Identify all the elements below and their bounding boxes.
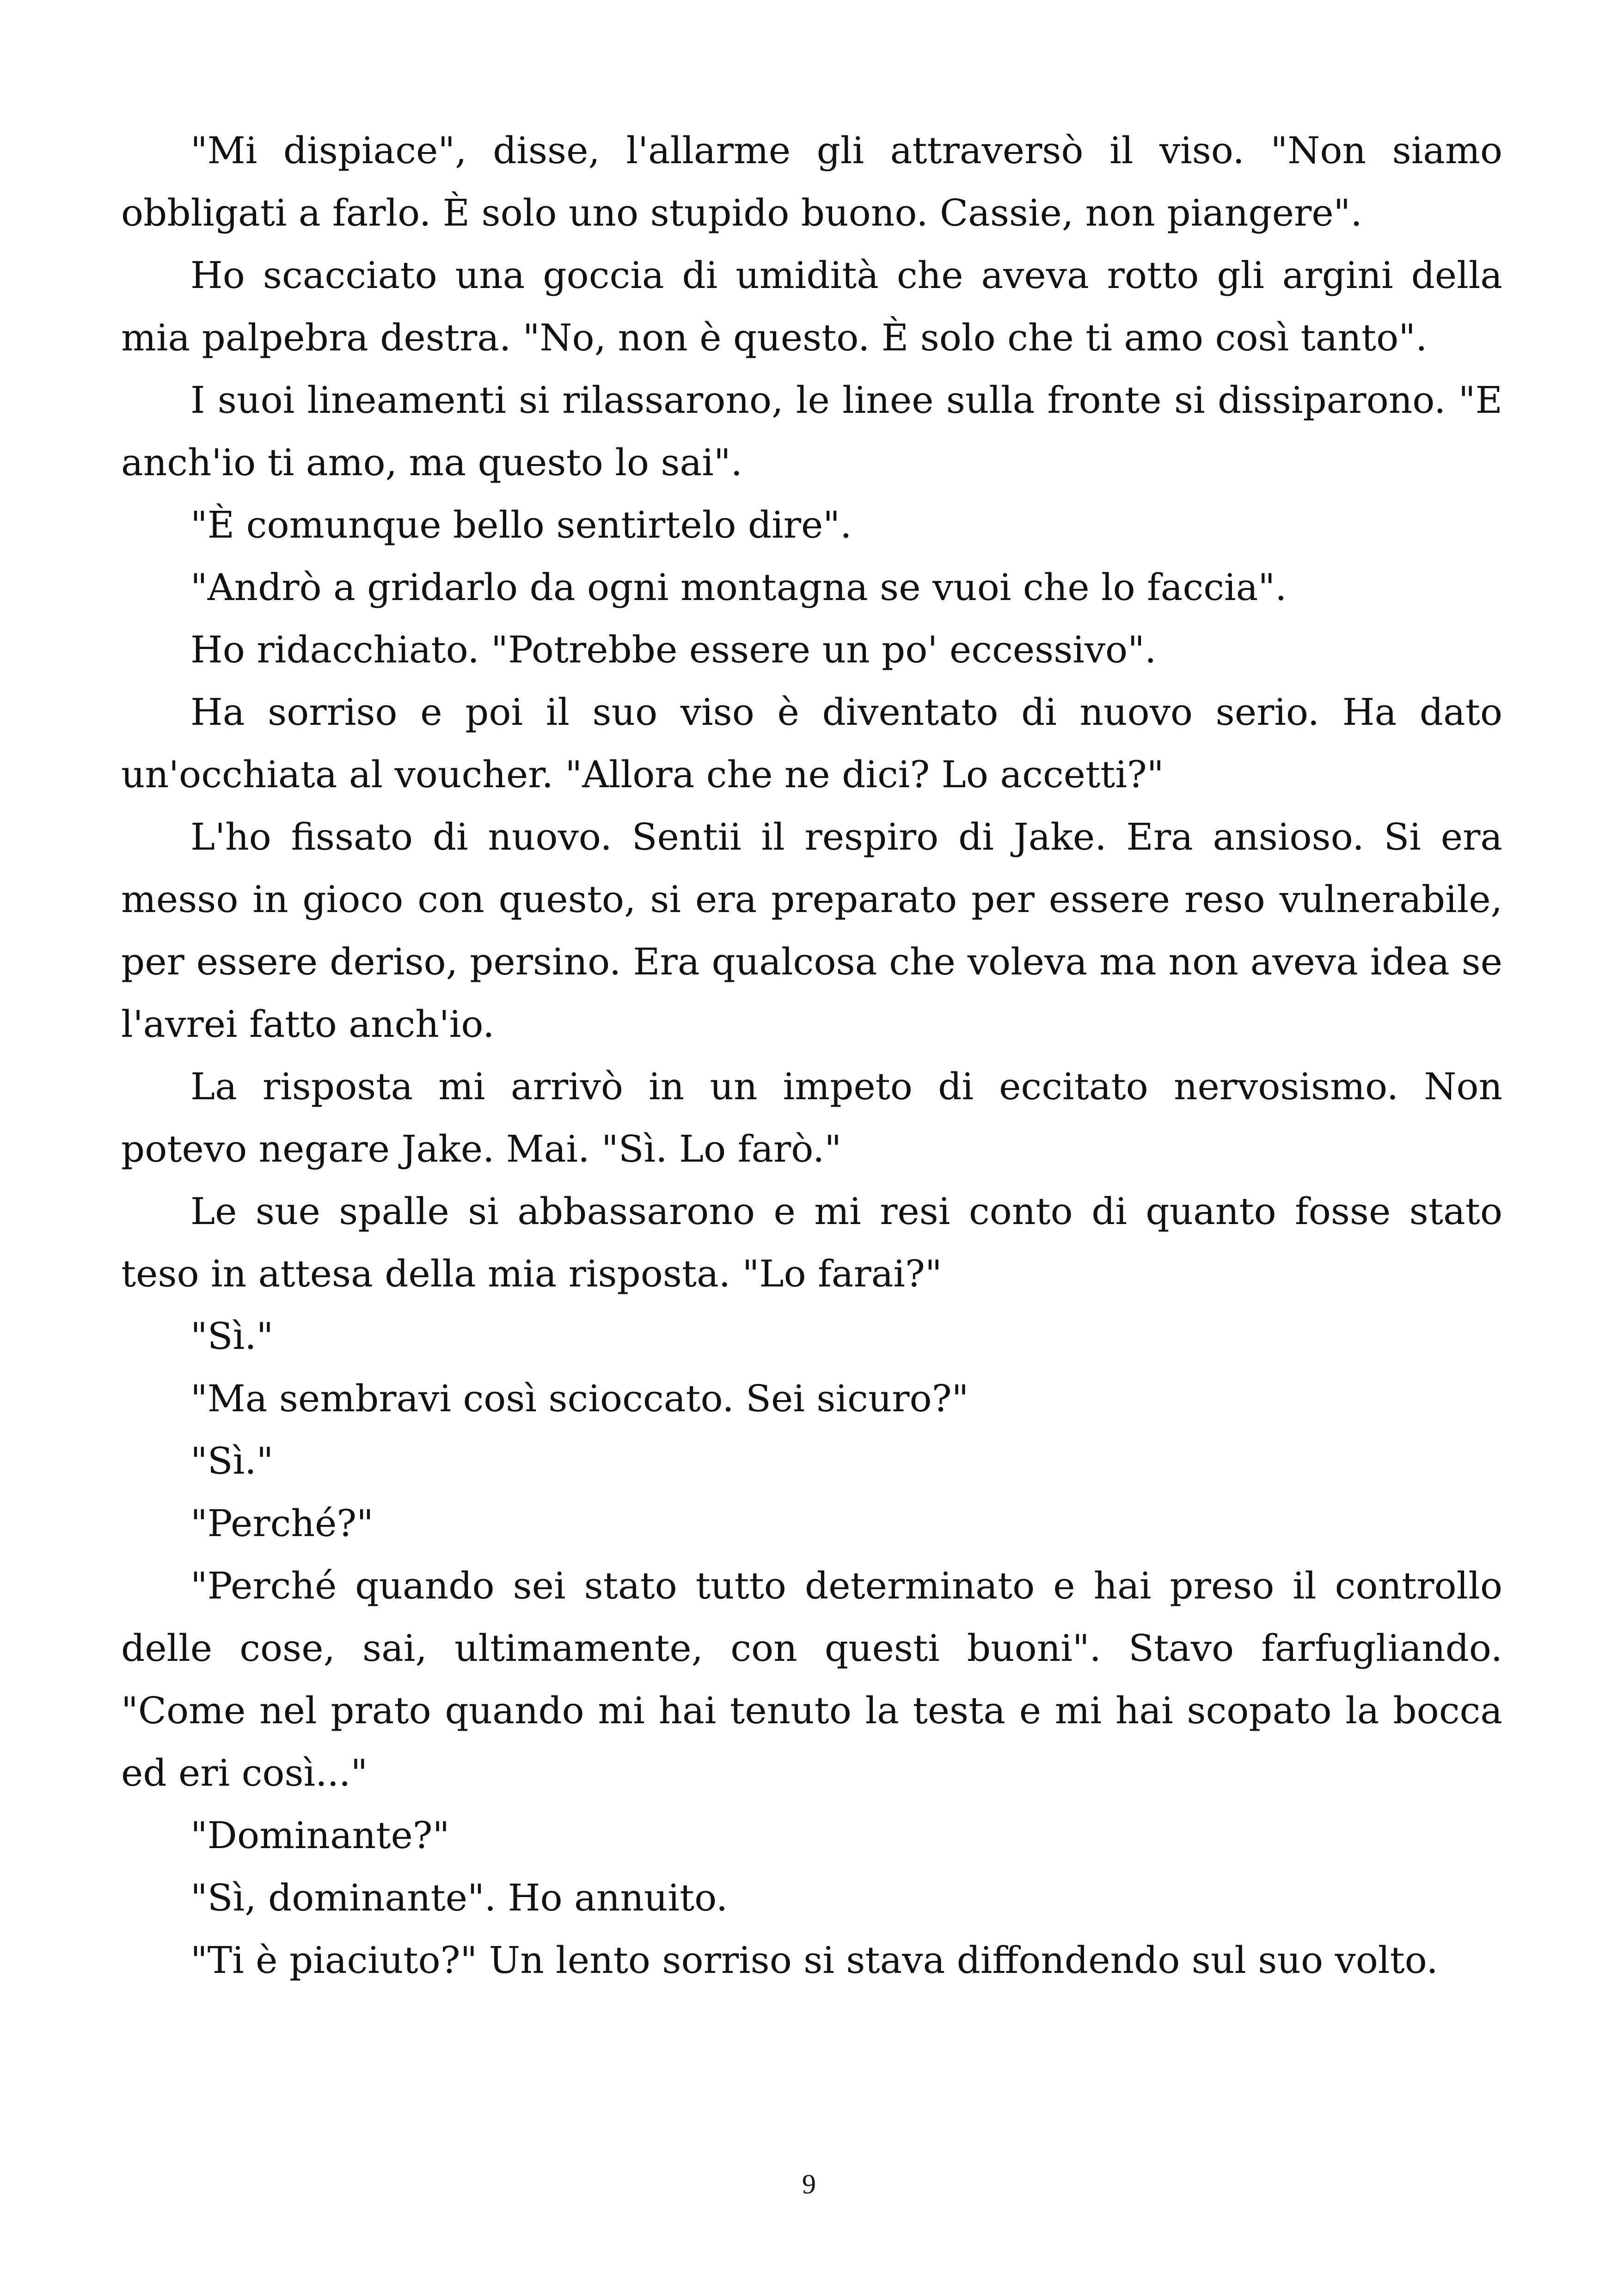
paragraph: L'ho fissato di nuovo. Sentii il respiro di Jake. Era ansioso. Si era messo in gioco con questo, si era preparato per essere reso vulnerabile, per essere deriso, persino. Era qualcosa che voleva ma non aveva idea se l'avrei fatto anch'io. [121, 815, 1502, 1046]
paragraph: Ha sorriso e poi il suo viso è diventato di nuovo serio. Ha dato un'occhiata al voucher. "Allora che ne dici? Lo accetti?" [121, 691, 1502, 796]
paragraph: "Perché?" [190, 1502, 374, 1545]
paragraph: La risposta mi arrivò in un impeto di eccitato nervosismo. Non potevo negare Jake. Mai. "Sì. Lo farò." [121, 1065, 1502, 1170]
paragraph: "Mi dispiace", disse, l'allarme gli attraversò il viso. "Non siamo obbligati a farlo. È solo uno stupido buono. Cassie, non piangere". [121, 129, 1502, 234]
paragraph: "Ti è piaciuto?" Un lento sorriso si stava diffondendo sul suo volto. [190, 1939, 1438, 1982]
paragraph: "Sì, dominante". Ho annuito. [190, 1876, 728, 1919]
paragraph: "Andrò a gridarlo da ogni montagna se vuoi che lo faccia". [190, 566, 1287, 609]
paragraph: "Sì." [190, 1315, 274, 1358]
paragraph: "Dominante?" [190, 1814, 450, 1857]
paragraph: Le sue spalle si abbassarono e mi resi conto di quanto fosse stato teso in attesa della mia risposta. "Lo farai?" [121, 1190, 1502, 1295]
paragraph: "Perché quando sei stato tutto determinato e hai preso il controllo delle cose, sai, ultimamente, con questi buoni". Stavo farfugliando. "Come nel prato quando mi hai tenuto la testa e mi hai scopato la bocca ed eri così..." [121, 1564, 1502, 1794]
paragraph: Ho ridacchiato. "Potrebbe essere un po' eccessivo". [190, 628, 1157, 671]
paragraph: Ho scacciato una goccia di umidità che aveva rotto gli argini della mia palpebra destra. "No, non è questo. È solo che ti amo così tanto". [121, 254, 1502, 359]
paragraph: "Sì." [190, 1439, 274, 1482]
page-number: 9 [802, 2169, 816, 2199]
paragraph: "Ma sembravi così scioccato. Sei sicuro?" [190, 1377, 969, 1420]
paragraph: "È comunque bello sentirtelo dire". [190, 503, 852, 546]
paragraph: I suoi lineamenti si rilassarono, le linee sulla fronte si dissiparono. "E anch'io ti amo, ma questo lo sai". [121, 379, 1502, 484]
body-text [121, 119, 1502, 1991]
